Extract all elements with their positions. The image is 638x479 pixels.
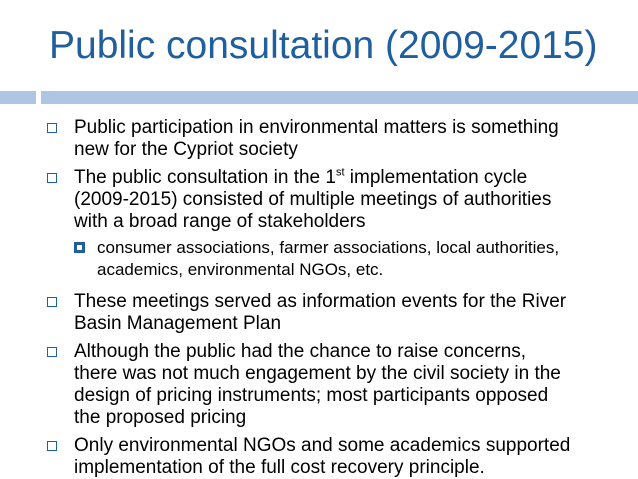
bullet-text-line: Although the public had the chance to raise concerns, <box>74 341 527 362</box>
bullet-text-line: there was not much engagement by the civil society in the <box>74 363 561 384</box>
square-bullet-icon <box>47 347 57 357</box>
accent-bar-left <box>0 91 36 104</box>
square-bullet-icon <box>47 297 57 307</box>
square-bullet-icon <box>47 173 57 183</box>
square-bullet-icon <box>47 123 57 133</box>
sub-bullet-item <box>47 237 632 281</box>
sub-bullet-text-line: consumer associations, farmer associations, local authorities, <box>97 238 560 257</box>
bullet-item <box>47 117 632 161</box>
sub-bullet-text-line: academics, environmental NGOs, etc. <box>97 260 384 279</box>
bullet-text-line: These meetings served as information events for the River <box>74 291 567 312</box>
square-bullet-icon <box>47 441 57 451</box>
bullet-text-part: implementation cycle <box>344 167 528 188</box>
bullet-text-line: Basin Management Plan <box>74 313 282 334</box>
bullet-item <box>47 167 632 233</box>
bullet-text-line: Public participation in environmental matters is something <box>74 117 559 138</box>
bullet-text-line: (2009-2015) consisted of multiple meetings of authorities <box>74 189 552 210</box>
bullet-item <box>47 291 632 335</box>
bullet-text-line: the proposed pricing <box>74 407 247 428</box>
slide-title: Public consultation (2009-2015) <box>49 24 598 67</box>
bullet-text-line: implementation of the full cost recovery principle. <box>74 457 485 478</box>
bullet-item <box>47 341 632 429</box>
bullet-item <box>47 435 632 479</box>
bullet-text-line: with a broad range of stakeholders <box>74 211 366 232</box>
bullet-text-line: design of pricing instruments; most participants opposed <box>74 385 549 406</box>
bullet-text-line: new for the Cypriot society <box>74 139 298 160</box>
accent-bar-right <box>41 91 638 104</box>
bullet-text-line: Only environmental NGOs and some academics supported <box>74 435 571 456</box>
bullet-list <box>47 117 632 479</box>
superscript-text: st <box>335 166 345 179</box>
bullet-text-part: The public consultation in the 1 <box>74 167 336 188</box>
filled-square-bullet-icon <box>74 242 85 253</box>
bullet-text-line <box>74 167 632 189</box>
